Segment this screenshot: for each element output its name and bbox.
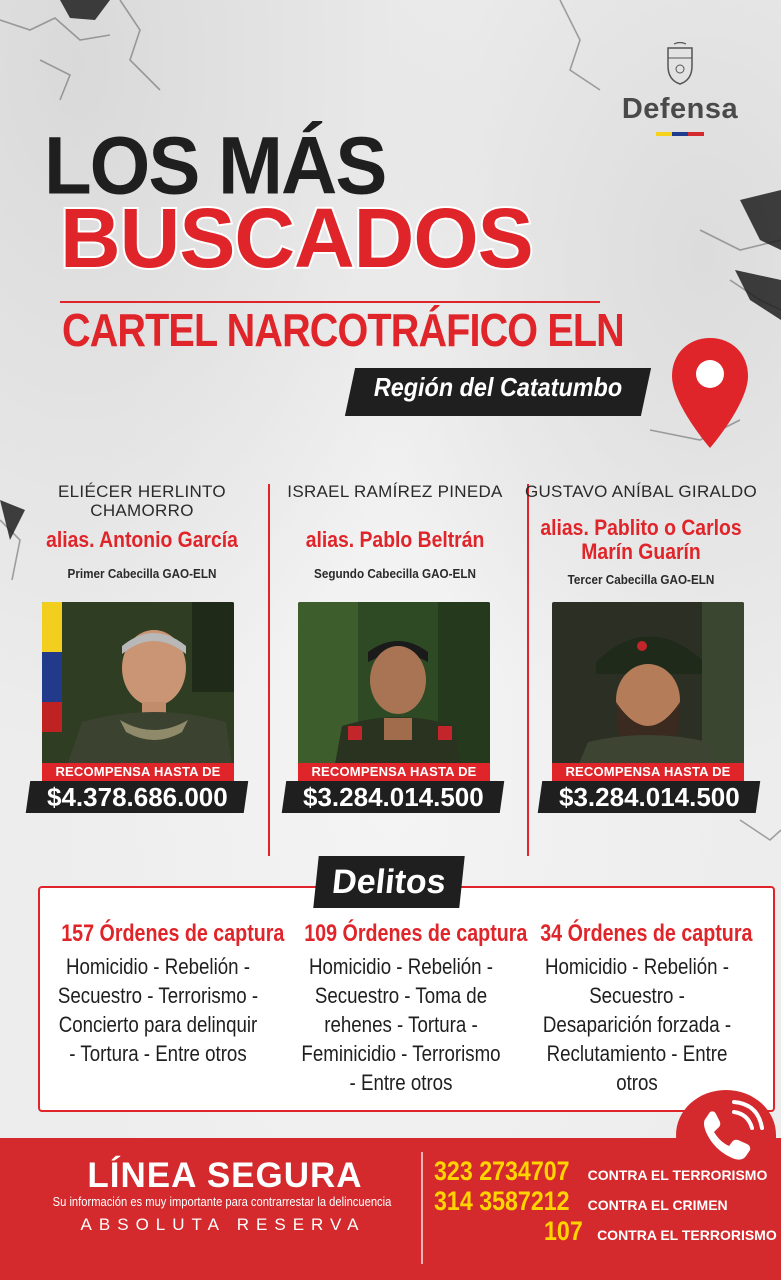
wanted-card-2 xyxy=(275,482,515,581)
title-underline xyxy=(60,301,600,303)
crimes-list: Homicidio - Rebelión - Secuestro - Toma de rehenes - Tortura - Feminicidio - Terrorismo - Entre otros xyxy=(301,954,501,1095)
crimes-list: Homicidio - Rebelión - Secuestro - Terrorismo - Concierto para delinquir - Tortura - Entre otros xyxy=(57,954,259,1066)
wanted-name: ELIÉCER HERLINTO CHAMORRO xyxy=(58,482,226,520)
footer-reserve: ABSOLUTA RESERVA xyxy=(80,1215,366,1234)
delitos-column-2 xyxy=(283,920,528,1097)
subtitle: CARTEL NARCOTRÁFICO ELN xyxy=(62,304,624,356)
delitos-column-1 xyxy=(40,920,285,1068)
capture-orders: 34 Órdenes de captura xyxy=(540,920,753,947)
wanted-alias: alias. Pablo Beltrán xyxy=(305,527,485,552)
wanted-name: ISRAEL RAMÍREZ PINEDA xyxy=(287,482,503,501)
phone-number[interactable]: 323 2734707 xyxy=(434,1156,570,1186)
phone-label: CONTRA EL TERRORISMO xyxy=(587,1167,768,1183)
wanted-card-3 xyxy=(521,482,761,587)
footer-title: LÍNEA SEGURA xyxy=(87,1156,363,1195)
phone-label: CONTRA EL TERRORISMO xyxy=(597,1227,777,1243)
reward-amount xyxy=(282,781,504,813)
phone-label: CONTRA EL CRIMEN xyxy=(587,1197,728,1213)
crimes-list: Homicidio - Rebelión - Secuestro - Desaparición forzada - Reclutamiento - Entre otros xyxy=(542,954,732,1095)
delitos-column-3 xyxy=(519,920,755,1097)
map-pin-icon xyxy=(668,334,752,452)
reward-amount-text: $3.284.014.500 xyxy=(302,782,484,812)
reward-label: RECOMPENSA HASTA DE xyxy=(42,763,234,781)
delitos-heading: Delitos xyxy=(313,856,464,908)
footer-separator xyxy=(421,1152,423,1264)
region-text: Región del Catatumbo xyxy=(373,372,623,402)
phone-line-2 xyxy=(434,1186,728,1217)
defensa-logo xyxy=(615,42,745,136)
wanted-photo-3 xyxy=(552,602,744,780)
logo-text: Defensa xyxy=(621,93,739,125)
capture-orders: 109 Órdenes de captura xyxy=(304,920,528,947)
reward-amount-text: $4.378.686.000 xyxy=(46,782,228,812)
wanted-photo-2 xyxy=(298,602,490,780)
title-line-1: LOS MÁS xyxy=(44,118,386,212)
title-line-2: BUSCADOS xyxy=(60,191,533,285)
footer-subtitle: Su información es muy importante para contrarrestar la delincuencia xyxy=(52,1194,392,1209)
wanted-alias: alias. Pablito o Carlos Marín Guarín xyxy=(540,515,742,564)
reward-amount xyxy=(538,781,760,813)
coat-of-arms-icon xyxy=(660,42,700,86)
capture-orders: 157 Órdenes de captura xyxy=(61,920,285,947)
column-divider xyxy=(268,484,270,856)
wanted-alias: alias. Antonio García xyxy=(46,527,238,552)
wanted-role: Segundo Cabecilla GAO-ELN xyxy=(314,566,476,581)
reward-label: RECOMPENSA HASTA DE xyxy=(552,763,744,781)
reward-label: RECOMPENSA HASTA DE xyxy=(298,763,490,781)
wanted-photo-1 xyxy=(42,602,234,780)
flag-stripe xyxy=(656,132,704,136)
wanted-name: GUSTAVO ANÍBAL GIRALDO xyxy=(524,482,758,501)
wanted-role: Tercer Cabecilla GAO-ELN xyxy=(567,572,715,587)
reward-amount-text: $3.284.014.500 xyxy=(558,782,740,812)
reward-amount xyxy=(26,781,248,813)
phone-number[interactable]: 107 xyxy=(544,1216,583,1246)
phone-number[interactable]: 314 3587212 xyxy=(434,1186,570,1216)
phone-line-3 xyxy=(544,1216,777,1247)
wanted-card-1 xyxy=(22,482,262,581)
wanted-role: Primer Cabecilla GAO-ELN xyxy=(67,566,217,581)
phone-line-1 xyxy=(434,1156,767,1187)
